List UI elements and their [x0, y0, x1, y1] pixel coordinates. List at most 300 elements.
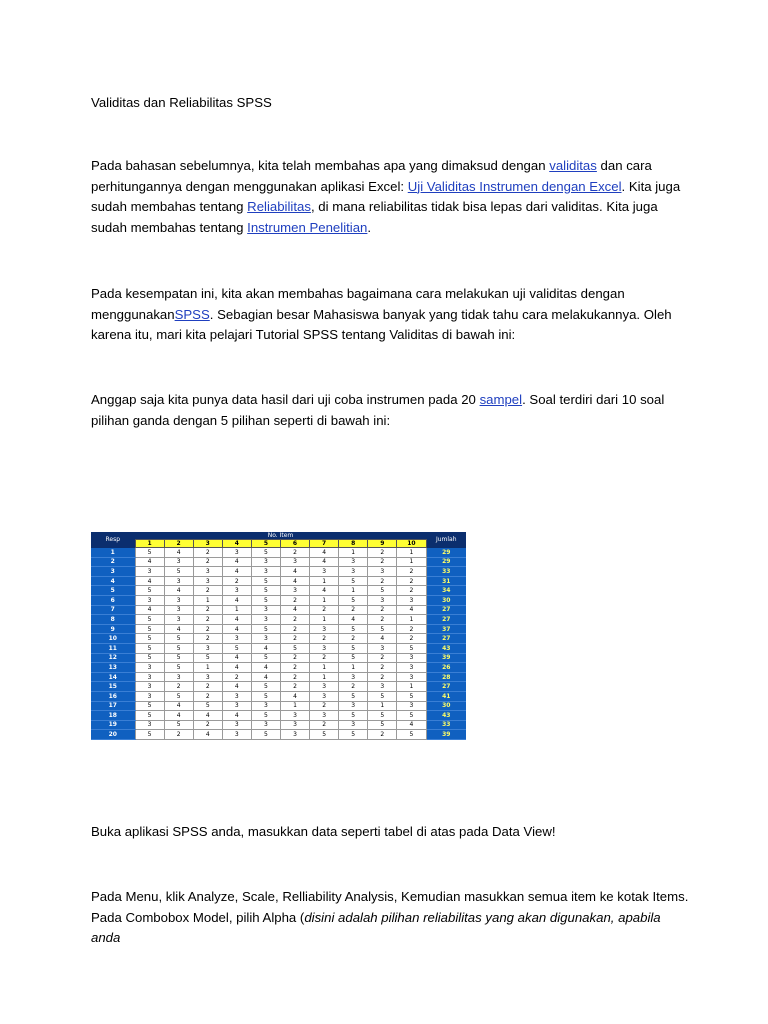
score-cell: 4 — [222, 682, 251, 692]
italic-text: disini adalah pilihan reliabilitas yang akan digunakan, apabila anda — [91, 909, 661, 945]
table-body — [91, 548, 466, 740]
score-cell: 3 — [280, 557, 309, 567]
score-cell: 5 — [339, 643, 368, 653]
item-number: 5 — [251, 540, 280, 548]
score-cell: 3 — [222, 701, 251, 711]
score-cell: 3 — [397, 672, 426, 682]
score-cell: 2 — [339, 605, 368, 615]
score-cell: 5 — [135, 711, 164, 721]
score-cell: 3 — [251, 701, 280, 711]
total-header: Jumlah — [426, 532, 466, 548]
score-cell: 5 — [339, 576, 368, 586]
score-cell: 3 — [280, 586, 309, 596]
score-cell: 4 — [222, 624, 251, 634]
table-row — [91, 682, 466, 692]
score-cell: 5 — [135, 701, 164, 711]
score-cell: 2 — [368, 653, 397, 663]
table-row — [91, 595, 466, 605]
score-cell: 3 — [280, 730, 309, 740]
score-cell: 2 — [222, 576, 251, 586]
score-cell: 1 — [397, 548, 426, 558]
link-uji-validitas-excel[interactable]: Uji Validitas Instrumen dengan Excel — [407, 178, 622, 194]
item-number: 4 — [222, 540, 251, 548]
total-cell: 39 — [426, 730, 466, 740]
table-row — [91, 634, 466, 644]
score-cell: 3 — [222, 586, 251, 596]
score-cell: 5 — [280, 643, 309, 653]
score-cell: 5 — [339, 691, 368, 701]
score-cell: 4 — [310, 586, 339, 596]
score-cell: 5 — [339, 624, 368, 634]
score-cell: 2 — [280, 682, 309, 692]
text: . Kita juga sudah membahas tentang — [91, 178, 681, 214]
score-cell: 2 — [222, 672, 251, 682]
paragraph-data — [91, 390, 691, 431]
table-row — [91, 567, 466, 577]
score-cell: 5 — [193, 701, 222, 711]
score-cell: 2 — [280, 615, 309, 625]
score-cell: 4 — [164, 548, 193, 558]
score-cell: 5 — [397, 730, 426, 740]
resp-cell: 13 — [91, 663, 135, 673]
table-row — [91, 711, 466, 721]
score-cell: 2 — [339, 682, 368, 692]
score-cell: 5 — [251, 586, 280, 596]
paragraph-open-spss: Buka aplikasi SPSS anda, masukkan data seperti tabel di atas pada Data View! — [91, 824, 556, 839]
paragraph-menu — [91, 887, 691, 949]
score-cell: 3 — [135, 595, 164, 605]
resp-cell: 12 — [91, 653, 135, 663]
score-cell: 4 — [164, 624, 193, 634]
score-cell: 4 — [280, 605, 309, 615]
score-cell: 5 — [135, 586, 164, 596]
score-cell: 5 — [164, 691, 193, 701]
score-cell: 5 — [251, 682, 280, 692]
table-row — [91, 586, 466, 596]
item-header: No. Item — [135, 532, 426, 540]
score-cell: 5 — [135, 643, 164, 653]
score-cell: 2 — [397, 576, 426, 586]
score-cell: 3 — [251, 567, 280, 577]
score-cell: 3 — [164, 672, 193, 682]
score-cell: 4 — [222, 711, 251, 721]
score-cell: 5 — [397, 691, 426, 701]
score-cell: 4 — [222, 567, 251, 577]
score-cell: 2 — [368, 605, 397, 615]
item-number: 2 — [164, 540, 193, 548]
score-cell: 4 — [397, 720, 426, 730]
score-cell: 4 — [310, 548, 339, 558]
total-cell: 30 — [426, 595, 466, 605]
score-cell: 3 — [135, 663, 164, 673]
text: . — [367, 219, 372, 235]
score-cell: 3 — [397, 653, 426, 663]
item-number: 3 — [193, 540, 222, 548]
score-cell: 3 — [135, 682, 164, 692]
text: , di mana reliabilitas tidak bisa lepas dari validitas. Kita juga sudah membahas tentang — [91, 199, 658, 235]
score-cell: 2 — [280, 595, 309, 605]
score-cell: 2 — [368, 730, 397, 740]
score-cell: 2 — [280, 624, 309, 634]
total-cell: 33 — [426, 567, 466, 577]
score-cell: 4 — [193, 730, 222, 740]
resp-cell: 16 — [91, 691, 135, 701]
resp-cell: 17 — [91, 701, 135, 711]
score-cell: 3 — [222, 730, 251, 740]
score-cell: 1 — [193, 595, 222, 605]
score-cell: 3 — [310, 711, 339, 721]
resp-header: Resp — [91, 532, 135, 548]
score-cell: 4 — [164, 701, 193, 711]
resp-cell: 19 — [91, 720, 135, 730]
text: . Soal terdiri dari 10 soal pilihan ganda dengan 5 pilihan seperti di bawah ini: — [91, 392, 665, 428]
score-cell: 3 — [310, 643, 339, 653]
score-cell: 5 — [251, 576, 280, 586]
total-cell: 27 — [426, 682, 466, 692]
score-cell: 5 — [193, 653, 222, 663]
score-cell: 5 — [251, 653, 280, 663]
score-cell: 3 — [339, 701, 368, 711]
score-cell: 3 — [368, 643, 397, 653]
total-cell: 34 — [426, 586, 466, 596]
total-cell: 43 — [426, 711, 466, 721]
table-row — [91, 605, 466, 615]
score-cell: 3 — [222, 720, 251, 730]
score-cell: 2 — [397, 567, 426, 577]
score-cell: 3 — [222, 634, 251, 644]
resp-cell: 14 — [91, 672, 135, 682]
score-cell: 5 — [251, 595, 280, 605]
score-cell: 2 — [193, 615, 222, 625]
total-cell: 28 — [426, 672, 466, 682]
score-cell: 2 — [164, 730, 193, 740]
score-cell: 4 — [280, 576, 309, 586]
table-row — [91, 643, 466, 653]
resp-cell: 10 — [91, 634, 135, 644]
item-number: 1 — [135, 540, 164, 548]
table-row — [91, 701, 466, 711]
score-cell: 4 — [251, 643, 280, 653]
score-cell: 3 — [397, 701, 426, 711]
score-cell: 5 — [164, 643, 193, 653]
score-cell: 3 — [368, 567, 397, 577]
score-cell: 4 — [135, 557, 164, 567]
score-cell: 3 — [135, 672, 164, 682]
total-cell: 37 — [426, 624, 466, 634]
score-cell: 3 — [193, 643, 222, 653]
score-cell: 3 — [164, 595, 193, 605]
score-cell: 4 — [222, 557, 251, 567]
link-sampel[interactable]: sampel — [479, 392, 523, 407]
score-cell: 3 — [135, 691, 164, 701]
score-cell: 2 — [164, 682, 193, 692]
score-cell: 2 — [280, 672, 309, 682]
score-cell: 3 — [164, 605, 193, 615]
score-cell: 2 — [397, 586, 426, 596]
score-cell: 3 — [397, 595, 426, 605]
score-cell: 3 — [310, 682, 339, 692]
score-cell: 2 — [310, 720, 339, 730]
resp-cell: 9 — [91, 624, 135, 634]
table-row — [91, 730, 466, 740]
score-cell: 3 — [339, 672, 368, 682]
resp-cell: 8 — [91, 615, 135, 625]
item-number: 6 — [280, 540, 309, 548]
score-cell: 5 — [135, 548, 164, 558]
table-row — [91, 557, 466, 567]
score-cell: 4 — [135, 576, 164, 586]
score-cell: 5 — [135, 653, 164, 663]
resp-cell: 18 — [91, 711, 135, 721]
score-cell: 1 — [310, 615, 339, 625]
score-cell: 2 — [193, 557, 222, 567]
total-cell: 29 — [426, 548, 466, 558]
text: dan cara perhitungannya dengan menggunakan aplikasi Excel: — [91, 158, 652, 194]
score-cell: 3 — [368, 682, 397, 692]
score-cell: 4 — [310, 557, 339, 567]
resp-cell: 15 — [91, 682, 135, 692]
score-cell: 2 — [310, 634, 339, 644]
score-cell: 3 — [280, 711, 309, 721]
score-cell: 3 — [251, 615, 280, 625]
total-cell: 43 — [426, 643, 466, 653]
score-cell: 3 — [251, 557, 280, 567]
score-cell: 2 — [193, 634, 222, 644]
link-reliabilitas[interactable]: Reliabilitas — [247, 199, 311, 214]
score-cell: 2 — [280, 634, 309, 644]
score-cell: 3 — [310, 691, 339, 701]
score-cell: 4 — [280, 567, 309, 577]
score-cell: 4 — [164, 711, 193, 721]
item-number: 10 — [397, 540, 426, 548]
score-cell: 2 — [280, 653, 309, 663]
score-cell: 5 — [368, 624, 397, 634]
document-title: Validitas dan Reliabilitas SPSS — [91, 95, 272, 110]
score-cell: 4 — [222, 663, 251, 673]
table-row — [91, 576, 466, 586]
score-cell: 1 — [339, 586, 368, 596]
score-cell: 3 — [193, 567, 222, 577]
total-cell: 31 — [426, 576, 466, 586]
score-cell: 5 — [251, 548, 280, 558]
score-cell: 4 — [164, 586, 193, 596]
total-cell: 27 — [426, 615, 466, 625]
score-cell: 1 — [222, 605, 251, 615]
table-row — [91, 653, 466, 663]
score-cell: 5 — [222, 643, 251, 653]
score-cell: 4 — [222, 595, 251, 605]
text: Pada bahasan sebelumnya, kita telah membahas apa yang dimaksud dengan — [91, 158, 550, 173]
score-cell: 1 — [310, 576, 339, 586]
score-cell: 5 — [368, 711, 397, 721]
text: Anggap saja kita punya data hasil dari uji coba instrumen pada 20 — [91, 392, 480, 407]
score-cell: 1 — [397, 615, 426, 625]
score-cell: 5 — [251, 711, 280, 721]
score-cell: 3 — [251, 605, 280, 615]
score-cell: 5 — [368, 720, 397, 730]
score-cell: 1 — [310, 595, 339, 605]
score-cell: 3 — [251, 720, 280, 730]
score-cell: 2 — [193, 682, 222, 692]
table-row — [91, 615, 466, 625]
score-cell: 4 — [251, 663, 280, 673]
score-cell: 3 — [339, 567, 368, 577]
score-cell: 1 — [310, 663, 339, 673]
score-cell: 2 — [310, 605, 339, 615]
score-cell: 5 — [164, 567, 193, 577]
score-cell: 1 — [339, 663, 368, 673]
score-cell: 2 — [193, 691, 222, 701]
score-cell: 1 — [397, 557, 426, 567]
score-cell: 2 — [368, 615, 397, 625]
score-cell: 5 — [135, 730, 164, 740]
score-cell: 3 — [339, 720, 368, 730]
paragraph-spss — [91, 284, 691, 346]
score-cell: 4 — [193, 711, 222, 721]
score-cell: 5 — [251, 730, 280, 740]
score-cell: 3 — [310, 624, 339, 634]
score-cell: 4 — [280, 691, 309, 701]
score-cell: 2 — [193, 720, 222, 730]
total-cell: 39 — [426, 653, 466, 663]
paragraph-intro — [91, 156, 691, 238]
resp-cell: 1 — [91, 548, 135, 558]
score-cell: 2 — [280, 663, 309, 673]
score-cell: 2 — [339, 634, 368, 644]
score-cell: 5 — [164, 634, 193, 644]
score-cell: 5 — [397, 643, 426, 653]
score-cell: 5 — [368, 586, 397, 596]
link-instrumen-penelitian[interactable]: Instrumen Penelitian — [247, 219, 368, 235]
score-cell: 2 — [397, 634, 426, 644]
score-cell: 5 — [135, 624, 164, 634]
table-row — [91, 548, 466, 558]
score-cell: 3 — [135, 720, 164, 730]
table-row — [91, 672, 466, 682]
score-cell: 1 — [368, 701, 397, 711]
table-row — [91, 624, 466, 634]
score-cell: 2 — [368, 557, 397, 567]
score-cell: 2 — [397, 624, 426, 634]
resp-cell: 5 — [91, 586, 135, 596]
score-cell: 3 — [368, 595, 397, 605]
score-cell: 5 — [339, 711, 368, 721]
score-cell: 2 — [193, 624, 222, 634]
resp-cell: 2 — [91, 557, 135, 567]
table-header-row — [91, 532, 466, 540]
text: Pada Menu, klik Analyze, Scale, Relliability Analysis, Kemudian masukkan semua item ke kotak Items. Pada Combobox Model, pilih Alpha ( — [91, 889, 689, 925]
link-spss[interactable]: SPSS — [174, 306, 210, 322]
score-cell: 3 — [251, 634, 280, 644]
score-cell: 5 — [310, 730, 339, 740]
score-cell: 3 — [222, 548, 251, 558]
score-cell: 4 — [397, 605, 426, 615]
resp-cell: 6 — [91, 595, 135, 605]
score-cell: 2 — [193, 605, 222, 615]
score-cell: 4 — [222, 653, 251, 663]
score-cell: 3 — [280, 720, 309, 730]
table-row — [91, 663, 466, 673]
score-cell: 1 — [193, 663, 222, 673]
score-cell: 1 — [280, 701, 309, 711]
score-cell: 1 — [339, 548, 368, 558]
text: Pada kesempatan ini, kita akan membahas bagaimana cara melakukan uji validitas dengan menggunakan — [91, 286, 625, 322]
score-cell: 3 — [310, 567, 339, 577]
score-cell: 3 — [222, 691, 251, 701]
score-cell: 5 — [135, 615, 164, 625]
score-cell: 2 — [193, 548, 222, 558]
total-cell: 27 — [426, 605, 466, 615]
score-cell: 3 — [164, 615, 193, 625]
resp-cell: 11 — [91, 643, 135, 653]
score-cell: 2 — [280, 548, 309, 558]
total-cell: 41 — [426, 691, 466, 701]
score-cell: 5 — [164, 653, 193, 663]
score-cell: 5 — [368, 691, 397, 701]
resp-cell: 4 — [91, 576, 135, 586]
score-cell: 5 — [251, 691, 280, 701]
score-cell: 5 — [339, 730, 368, 740]
score-cell: 2 — [310, 653, 339, 663]
score-cell: 2 — [310, 701, 339, 711]
table-row — [91, 720, 466, 730]
score-cell: 5 — [251, 624, 280, 634]
score-cell: 4 — [135, 605, 164, 615]
total-cell: 30 — [426, 701, 466, 711]
item-number-row — [91, 540, 466, 548]
score-cell: 3 — [164, 557, 193, 567]
score-cell: 4 — [368, 634, 397, 644]
score-cell: 3 — [397, 663, 426, 673]
data-table-image — [91, 532, 466, 740]
total-cell: 26 — [426, 663, 466, 673]
item-number: 8 — [339, 540, 368, 548]
resp-cell: 3 — [91, 567, 135, 577]
score-cell: 5 — [339, 653, 368, 663]
item-number: 9 — [368, 540, 397, 548]
score-cell: 5 — [164, 663, 193, 673]
score-cell: 5 — [135, 634, 164, 644]
score-cell: 4 — [251, 672, 280, 682]
total-cell: 27 — [426, 634, 466, 644]
score-cell: 3 — [339, 557, 368, 567]
score-cell: 3 — [193, 672, 222, 682]
table-row — [91, 691, 466, 701]
resp-cell: 7 — [91, 605, 135, 615]
score-cell: 1 — [397, 682, 426, 692]
score-cell: 3 — [193, 576, 222, 586]
score-cell: 1 — [310, 672, 339, 682]
score-cell: 3 — [135, 567, 164, 577]
resp-cell: 20 — [91, 730, 135, 740]
link-validitas[interactable]: validitas — [549, 158, 597, 173]
score-cell: 3 — [164, 576, 193, 586]
score-cell: 5 — [164, 720, 193, 730]
score-cell: 2 — [368, 548, 397, 558]
text: . Sebagian besar Mahasiswa banyak yang tidak tahu cara melakukannya. Oleh karena itu, mari kita pelajari Tutorial SPSS tentang Validitas di bawah ini: — [91, 306, 672, 342]
score-cell: 2 — [193, 586, 222, 596]
score-cell: 2 — [368, 663, 397, 673]
score-cell: 4 — [339, 615, 368, 625]
score-cell: 5 — [339, 595, 368, 605]
score-cell: 5 — [397, 711, 426, 721]
score-cell: 2 — [368, 672, 397, 682]
total-cell: 33 — [426, 720, 466, 730]
score-cell: 4 — [222, 615, 251, 625]
total-cell: 29 — [426, 557, 466, 567]
item-number: 7 — [310, 540, 339, 548]
data-table — [91, 532, 466, 740]
